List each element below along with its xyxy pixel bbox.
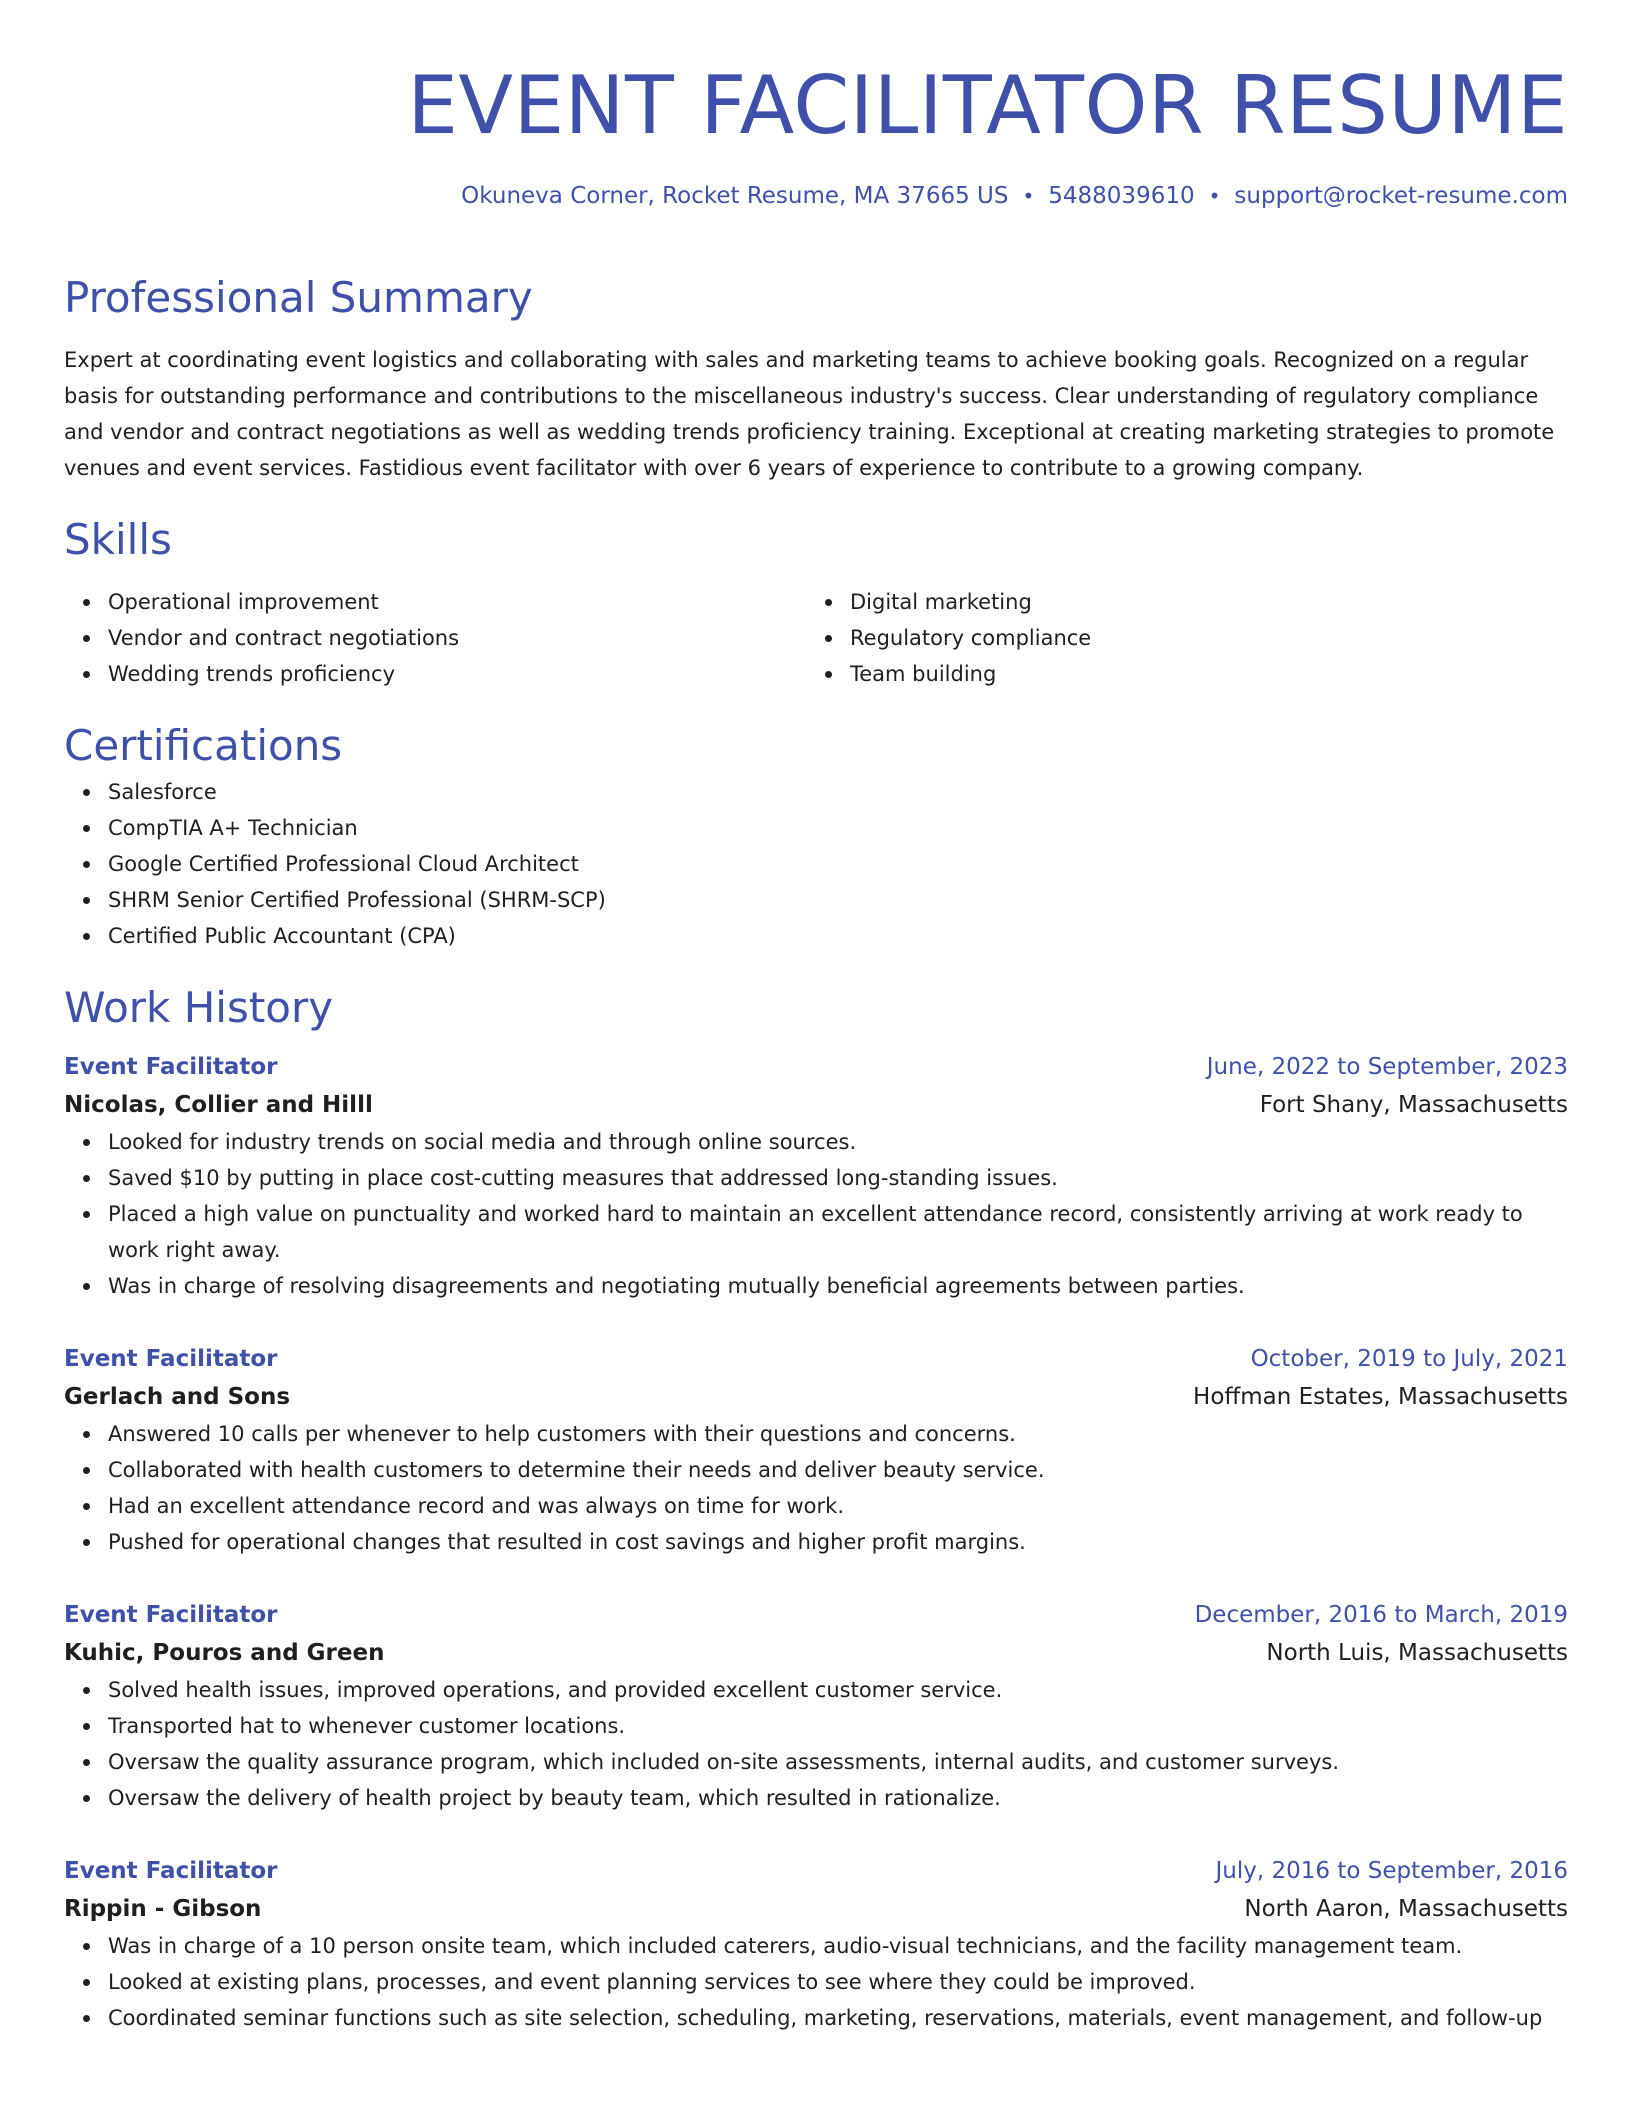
certification-item: Certified Public Accountant (CPA) — [108, 918, 1568, 954]
contact-phone: 5488039610 — [1048, 183, 1195, 209]
skills-column-left — [64, 584, 806, 692]
job-entry — [64, 1048, 1568, 1304]
job-bullet: Placed a high value on punctuality and worked hard to maintain an excellent attendance record, consistently arriving at work ready to work right away. — [108, 1196, 1568, 1268]
job-header-row — [64, 1048, 1568, 1086]
contact-separator: • — [1022, 184, 1035, 208]
job-bullet: Had an excellent attendance record and was always on time for work. — [108, 1488, 1568, 1524]
job-bullet: Was in charge of a 10 person onsite team, which included caterers, audio-visual technicians, and the facility management team. — [108, 1928, 1568, 1964]
job-company-row — [64, 1378, 1568, 1416]
job-dates: June, 2022 to September, 2023 — [1206, 1054, 1568, 1080]
resume-title: EVENT FACILITATOR RESUME — [407, 59, 1568, 152]
job-bullet: Looked for industry trends on social media and through online sources. — [108, 1124, 1568, 1160]
job-entry — [64, 1340, 1568, 1560]
job-bullet: Answered 10 calls per whenever to help customers with their questions and concerns. — [108, 1416, 1568, 1452]
job-bullet: Collaborated with health customers to determine their needs and deliver beauty service. — [108, 1452, 1568, 1488]
job-company-row — [64, 1890, 1568, 1928]
job-role: Event Facilitator — [64, 1054, 278, 1080]
job-company: Gerlach and Sons — [64, 1384, 291, 1410]
skill-item: Vendor and contract negotiations — [108, 620, 806, 656]
contact-separator: • — [1208, 184, 1221, 208]
job-dates: December, 2016 to March, 2019 — [1194, 1602, 1568, 1628]
certification-item: CompTIA A+ Technician — [108, 810, 1568, 846]
job-bullet: Oversaw the quality assurance program, which included on-site assessments, internal audits, and customer surveys. — [108, 1744, 1568, 1780]
skill-item: Regulatory compliance — [850, 620, 1548, 656]
job-bullet: Solved health issues, improved operations, and provided excellent customer service. — [108, 1672, 1568, 1708]
contact-address: Okuneva Corner, Rocket Resume, MA 37665 US — [461, 183, 1009, 209]
skills-grid — [64, 584, 1568, 692]
job-bullet: Looked at existing plans, processes, and event planning services to see where they could be improved. — [108, 1964, 1568, 2000]
work-history-heading: Work History — [64, 983, 334, 1032]
job-entry — [64, 1596, 1568, 1816]
skill-item: Wedding trends proficiency — [108, 656, 806, 692]
job-company-row — [64, 1634, 1568, 1672]
certifications-heading: Certifications — [64, 721, 343, 770]
job-header-row — [64, 1596, 1568, 1634]
job-bullets — [64, 1928, 1568, 2036]
job-dates: October, 2019 to July, 2021 — [1250, 1346, 1568, 1372]
job-location: North Luis, Massachusetts — [1266, 1640, 1568, 1666]
job-header-row — [64, 1340, 1568, 1378]
job-entry — [64, 1852, 1568, 2036]
certification-item: SHRM Senior Certified Professional (SHRM-SCP) — [108, 882, 1568, 918]
job-bullet: Oversaw the delivery of health project by beauty team, which resulted in rationalize. — [108, 1780, 1568, 1816]
certifications-list — [64, 774, 1568, 954]
skill-item: Operational improvement — [108, 584, 806, 620]
job-role: Event Facilitator — [64, 1602, 278, 1628]
job-role: Event Facilitator — [64, 1346, 278, 1372]
job-company-row — [64, 1086, 1568, 1124]
certification-item: Salesforce — [108, 774, 1568, 810]
certification-item: Google Certified Professional Cloud Architect — [108, 846, 1568, 882]
skill-item: Digital marketing — [850, 584, 1548, 620]
job-bullet: Saved $10 by putting in place cost-cutting measures that addressed long-standing issues. — [108, 1160, 1568, 1196]
job-location: North Aaron, Massachusetts — [1244, 1896, 1568, 1922]
job-bullet: Coordinated seminar functions such as site selection, scheduling, marketing, reservations, materials, event management, and follow-up — [108, 2000, 1568, 2036]
job-bullets — [64, 1124, 1568, 1304]
job-company: Rippin - Gibson — [64, 1896, 262, 1922]
job-location: Hoffman Estates, Massachusetts — [1193, 1384, 1568, 1410]
job-header-row — [64, 1852, 1568, 1890]
job-bullet: Transported hat to whenever customer locations. — [108, 1708, 1568, 1744]
skills-column-right — [806, 584, 1548, 692]
skill-item: Team building — [850, 656, 1548, 692]
job-bullet: Pushed for operational changes that resulted in cost savings and higher profit margins. — [108, 1524, 1568, 1560]
job-bullet: Was in charge of resolving disagreements and negotiating mutually beneficial agreements between parties. — [108, 1268, 1568, 1304]
contact-line — [64, 180, 1568, 212]
resume-page — [64, 0, 1568, 2036]
job-bullets — [64, 1672, 1568, 1816]
job-location: Fort Shany, Massachusetts — [1259, 1092, 1568, 1118]
job-company: Kuhic, Pouros and Green — [64, 1640, 385, 1666]
summary-text: Expert at coordinating event logistics and collaborating with sales and marketing teams to achieve booking goals. Recognized on a regular basis for outstanding performance and contributions to the miscellaneous industry's success. Clear understanding of regulatory compliance and vendor and contract negotiations as well as wedding trends proficiency training. Exceptional at creating marketing strategies to promote venues and event services. Fastidious event facilitator with over 6 years of experience to contribute to a growing company. — [64, 348, 1555, 480]
job-dates: July, 2016 to September, 2016 — [1215, 1858, 1568, 1884]
skills-heading: Skills — [64, 515, 172, 564]
job-company: Nicolas, Collier and Hilll — [64, 1092, 373, 1118]
job-bullets — [64, 1416, 1568, 1560]
job-role: Event Facilitator — [64, 1858, 278, 1884]
contact-email: support@rocket-resume.com — [1234, 183, 1568, 209]
summary-heading: Professional Summary — [64, 273, 533, 322]
